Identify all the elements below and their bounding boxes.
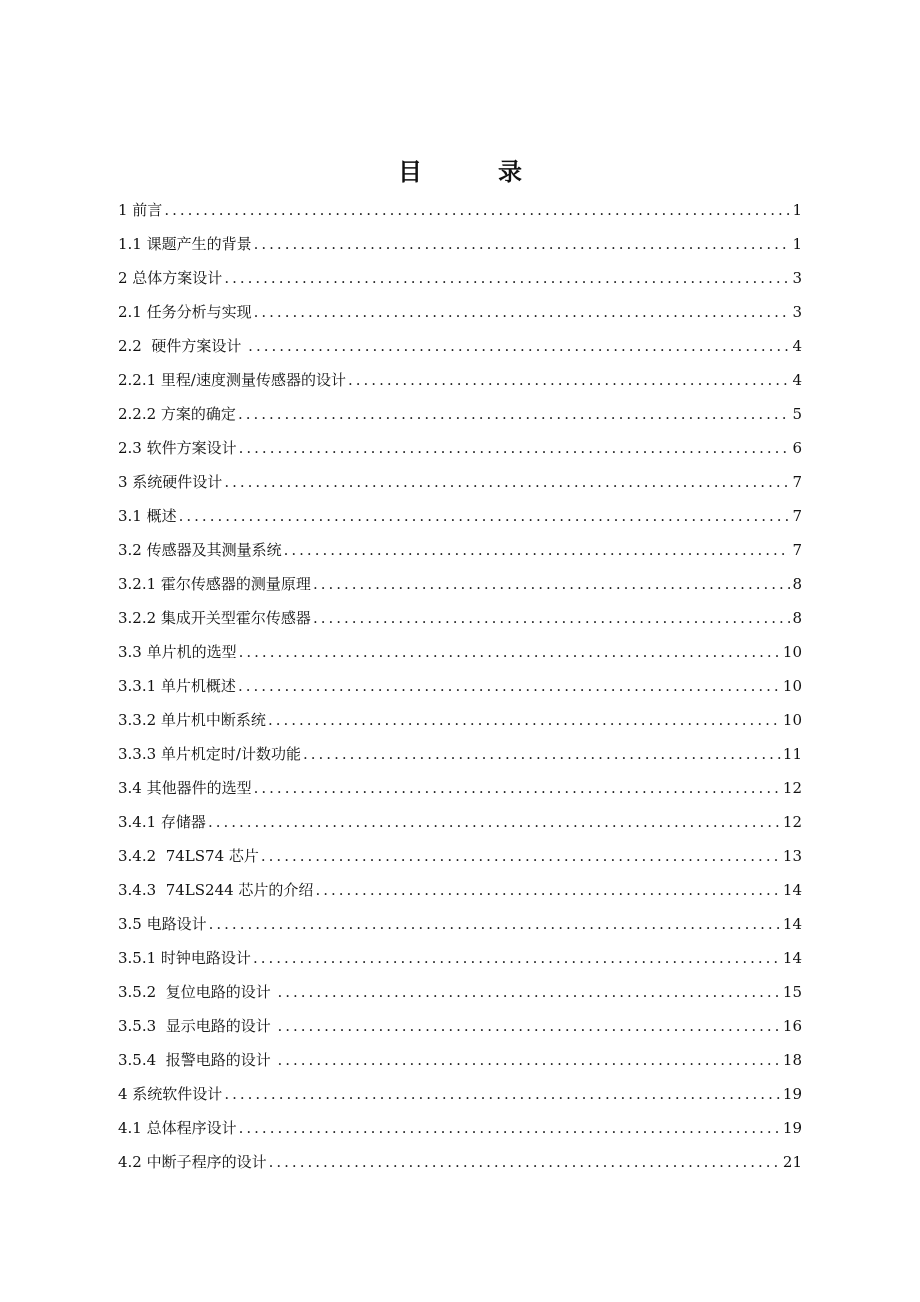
toc-dot-leader xyxy=(253,941,781,975)
toc-page-number: 1 xyxy=(792,201,802,219)
toc-entry-title: 4.2 中断子程序的设计 xyxy=(118,1153,267,1171)
toc-entry-title: 3.2.2 集成开关型霍尔传感器 xyxy=(118,609,311,627)
toc-entry-title: 3.5.4 报警电路的设计 xyxy=(118,1051,276,1069)
toc-entry[interactable] xyxy=(118,873,802,907)
toc-dot-leader xyxy=(208,805,781,839)
toc-entry-title: 3.3.1 单片机概述 xyxy=(118,677,236,695)
toc-dot-leader xyxy=(277,975,780,1009)
toc-entry-title: 3.2.1 霍尔传感器的测量原理 xyxy=(118,575,311,593)
toc-entry[interactable] xyxy=(118,329,802,363)
toc-page-number: 8 xyxy=(792,609,802,627)
toc-entry[interactable] xyxy=(118,1043,802,1077)
toc-page-number: 7 xyxy=(792,541,802,559)
toc-entry-title: 3.5.3 显示电路的设计 xyxy=(118,1017,276,1035)
toc-dot-leader xyxy=(303,737,781,771)
toc-dot-leader xyxy=(224,1077,781,1111)
toc-dot-leader xyxy=(269,1145,781,1179)
toc-page-number: 19 xyxy=(782,1119,802,1137)
toc-page-number: 14 xyxy=(782,881,802,899)
toc-entry-title: 2 总体方案设计 xyxy=(118,269,223,287)
toc-dot-leader xyxy=(179,499,791,533)
toc-entry[interactable] xyxy=(118,397,802,431)
toc-page-number: 7 xyxy=(792,473,802,491)
toc-entry[interactable] xyxy=(118,975,802,1009)
toc-entry-title: 3.3.3 单片机定时/计数功能 xyxy=(118,745,301,763)
toc-entry[interactable] xyxy=(118,907,802,941)
toc-entry-title: 3.4.1 存储器 xyxy=(118,813,206,831)
toc-entry-title: 3.4.3 74LS244 芯片的介绍 xyxy=(118,881,314,899)
toc-dot-leader xyxy=(254,295,791,329)
toc-entry[interactable] xyxy=(118,941,802,975)
toc-dot-leader xyxy=(239,1111,781,1145)
toc-entry[interactable] xyxy=(118,703,802,737)
toc-page-number: 18 xyxy=(782,1051,802,1069)
toc-entry-title: 3.4.2 74LS74 芯片 xyxy=(118,847,259,865)
toc-entry[interactable] xyxy=(118,227,802,261)
toc-entry-title: 3.1 概述 xyxy=(118,507,177,525)
toc-page-number: 21 xyxy=(782,1153,802,1171)
toc-page-number: 1 xyxy=(792,235,802,253)
toc-entry-title: 3.3 单片机的选型 xyxy=(118,643,237,661)
toc-entry-title: 3.2 传感器及其测量系统 xyxy=(118,541,282,559)
toc-entry-title: 3.5 电路设计 xyxy=(118,915,207,933)
toc-entry[interactable] xyxy=(118,1009,802,1043)
toc-entry[interactable] xyxy=(118,771,802,805)
toc-page-number: 19 xyxy=(782,1085,802,1103)
toc-dot-leader xyxy=(238,669,781,703)
toc-entry-title: 1.1 课题产生的背景 xyxy=(118,235,252,253)
table-of-contents xyxy=(118,193,802,1179)
toc-entry[interactable] xyxy=(118,1145,802,1179)
toc-entry[interactable] xyxy=(118,669,802,703)
toc-page-number: 16 xyxy=(782,1017,802,1035)
toc-dot-leader xyxy=(209,907,781,941)
toc-page-number: 8 xyxy=(792,575,802,593)
toc-page-number: 11 xyxy=(782,745,802,763)
toc-dot-leader xyxy=(315,873,780,907)
toc-entry[interactable] xyxy=(118,1111,802,1145)
toc-entry[interactable] xyxy=(118,465,802,499)
toc-entry[interactable] xyxy=(118,261,802,295)
page-title: 目 录 xyxy=(398,157,548,186)
toc-dot-leader xyxy=(268,703,781,737)
toc-page-number: 14 xyxy=(782,949,802,967)
toc-dot-leader xyxy=(277,1043,780,1077)
toc-page-number: 6 xyxy=(792,439,802,457)
toc-dot-leader xyxy=(261,839,781,873)
toc-page-number: 14 xyxy=(782,915,802,933)
toc-dot-leader xyxy=(284,533,791,567)
toc-dot-leader xyxy=(313,567,791,601)
toc-entry-title: 3.5.2 复位电路的设计 xyxy=(118,983,276,1001)
toc-entry-title: 3.5.1 时钟电路设计 xyxy=(118,949,251,967)
toc-entry[interactable] xyxy=(118,635,802,669)
toc-page-number: 15 xyxy=(782,983,802,1001)
toc-entry-title: 2.2.1 里程/速度测量传感器的设计 xyxy=(118,371,346,389)
toc-dot-leader xyxy=(248,329,790,363)
toc-dot-leader xyxy=(164,193,790,227)
toc-dot-leader xyxy=(254,771,781,805)
toc-page-number: 4 xyxy=(792,337,802,355)
toc-page-number: 13 xyxy=(782,847,802,865)
toc-entry-title: 2.2 硬件方案设计 xyxy=(118,337,247,355)
toc-dot-leader xyxy=(224,261,790,295)
toc-page-number: 10 xyxy=(782,711,802,729)
toc-dot-leader xyxy=(313,601,791,635)
toc-entry-title: 3 系统硬件设计 xyxy=(118,473,223,491)
toc-page-number: 10 xyxy=(782,643,802,661)
toc-entry-title: 4 系统软件设计 xyxy=(118,1085,223,1103)
toc-entry[interactable] xyxy=(118,431,802,465)
toc-entry[interactable] xyxy=(118,567,802,601)
toc-page-number: 12 xyxy=(782,779,802,797)
toc-entry[interactable] xyxy=(118,499,802,533)
toc-entry[interactable] xyxy=(118,737,802,771)
toc-page-number: 3 xyxy=(792,269,802,287)
toc-entry[interactable] xyxy=(118,601,802,635)
toc-entry[interactable] xyxy=(118,295,802,329)
toc-page-number: 4 xyxy=(792,371,802,389)
toc-entry[interactable] xyxy=(118,363,802,397)
toc-entry-title: 2.1 任务分析与实现 xyxy=(118,303,252,321)
toc-dot-leader xyxy=(239,635,781,669)
toc-entry[interactable] xyxy=(118,1077,802,1111)
toc-dot-leader xyxy=(224,465,790,499)
toc-entry-title: 1 前言 xyxy=(118,201,163,219)
toc-page-number: 5 xyxy=(792,405,802,423)
toc-page-number: 3 xyxy=(792,303,802,321)
toc-entry[interactable] xyxy=(118,193,802,227)
toc-dot-leader xyxy=(348,363,790,397)
toc-entry[interactable] xyxy=(118,533,802,567)
toc-entry-title: 2.3 软件方案设计 xyxy=(118,439,237,457)
toc-page-number: 7 xyxy=(792,507,802,525)
toc-entry-title: 3.3.2 单片机中断系统 xyxy=(118,711,266,729)
toc-dot-leader xyxy=(277,1009,780,1043)
toc-entry-title: 4.1 总体程序设计 xyxy=(118,1119,237,1137)
toc-dot-leader xyxy=(238,397,791,431)
toc-page-number: 12 xyxy=(782,813,802,831)
toc-dot-leader xyxy=(254,227,791,261)
toc-page-number: 10 xyxy=(782,677,802,695)
toc-dot-leader xyxy=(239,431,791,465)
toc-entry[interactable] xyxy=(118,839,802,873)
toc-entry-title: 3.4 其他器件的选型 xyxy=(118,779,252,797)
toc-entry-title: 2.2.2 方案的确定 xyxy=(118,405,236,423)
toc-entry[interactable] xyxy=(118,805,802,839)
